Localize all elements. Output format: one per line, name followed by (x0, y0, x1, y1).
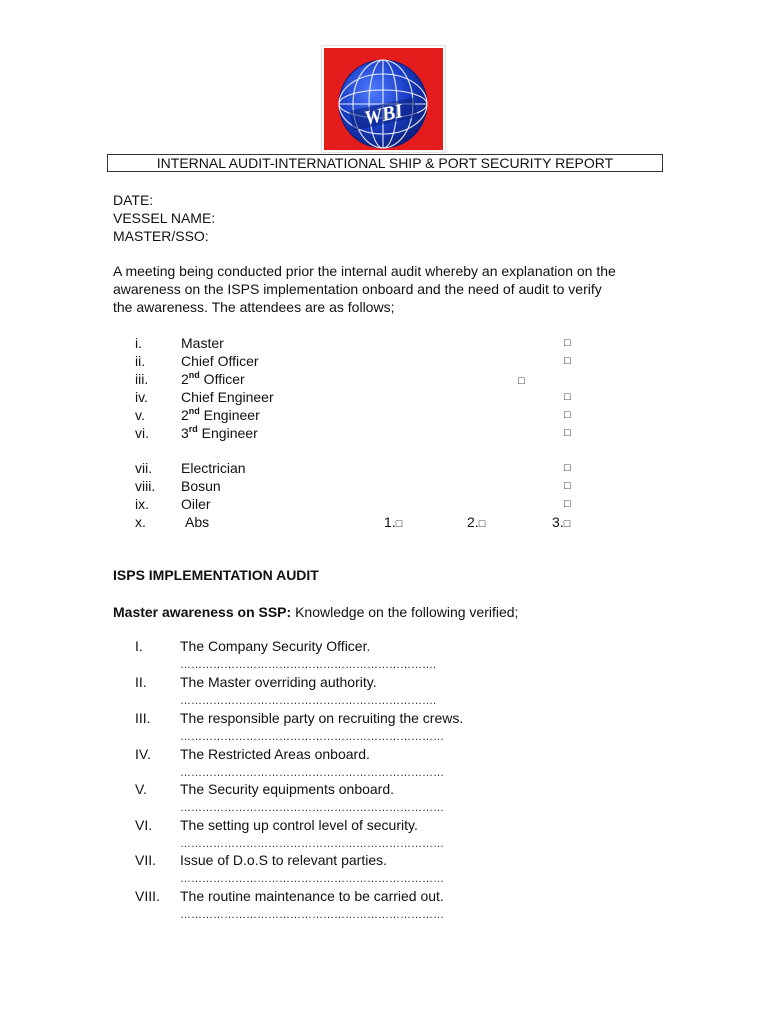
audit-item-text: Issue of D.o.S to relevant parties. (180, 852, 387, 868)
attendee-number: x. (135, 514, 146, 530)
answer-line[interactable]: ……………………………………………………………… (180, 838, 444, 850)
audit-item-number: VII. (135, 852, 157, 868)
attendee-checkbox-chief-engineer[interactable]: □ (564, 391, 571, 403)
date-field-label: DATE: (113, 192, 154, 208)
attendee-checkbox-master[interactable]: □ (564, 337, 571, 349)
audit-item-number: II. (135, 674, 147, 690)
abs-option-1[interactable]: 1.□ (384, 514, 403, 530)
wbi-logo (321, 45, 446, 153)
attendee-label-second-officer: 2nd Officer (181, 370, 245, 387)
audit-item-text: The responsible party on recruiting the crews. (180, 710, 464, 726)
report-title: INTERNAL AUDIT-INTERNATIONAL SHIP & PORT SECURITY REPORT (107, 154, 663, 172)
intro-line: the awareness. The attendees are as follows; (113, 299, 395, 315)
attendee-checkbox-bosun[interactable]: □ (564, 480, 571, 492)
attendee-number: i. (135, 335, 142, 351)
vessel-name-field-label: VESSEL NAME: (113, 210, 216, 226)
attendee-checkbox-third-engineer[interactable]: □ (564, 427, 571, 439)
attendee-label-abs: Abs (185, 514, 210, 530)
attendee-label-electrician: Electrician (181, 460, 246, 476)
attendee-label-third-engineer: 3rd Engineer (181, 424, 258, 441)
audit-item-text: The routine maintenance to be carried out. (180, 888, 444, 904)
attendee-label-master: Master (181, 335, 224, 351)
attendee-checkbox-chief-officer[interactable]: □ (564, 355, 571, 367)
attendee-number: viii. (135, 478, 156, 494)
attendee-number: iii. (135, 371, 149, 387)
svg-text:WBI: WBI (362, 100, 405, 130)
answer-line[interactable]: ……………………………………………………………… (180, 767, 444, 779)
audit-item-text: The setting up control level of security. (180, 817, 418, 833)
intro-line: awareness on the ISPS implementation onboard and the need of audit to verify (113, 281, 602, 297)
audit-item-number: VI. (135, 817, 153, 833)
intro-paragraph (113, 262, 673, 316)
attendee-number: vi. (135, 425, 149, 441)
globe-logo-icon (324, 48, 443, 150)
attendee-checkbox-second-officer[interactable]: □ (518, 375, 525, 387)
attendee-number: ix. (135, 496, 149, 512)
audit-item-text: The Restricted Areas onboard. (180, 746, 370, 762)
audit-item-number: VIII. (135, 888, 160, 904)
master-sso-field-label: MASTER/SSO: (113, 228, 209, 244)
audit-item-number: III. (135, 710, 151, 726)
abs-option-2[interactable]: 2.□ (467, 514, 486, 530)
audit-item-number: I. (135, 638, 143, 654)
audit-item-text: The Master overriding authority. (180, 674, 377, 690)
attendee-label-second-engineer: 2nd Engineer (181, 406, 260, 423)
attendee-number: ii. (135, 353, 146, 369)
attendee-label-oiler: Oiler (181, 496, 211, 512)
abs-option-3[interactable]: 3.□ (552, 514, 571, 530)
attendee-number: v. (135, 407, 145, 423)
answer-line[interactable]: ……………………………………………………………… (180, 731, 444, 743)
attendee-label-chief-officer: Chief Officer (181, 353, 259, 369)
audit-item-text: The Company Security Officer. (180, 638, 371, 654)
attendee-number: iv. (135, 389, 148, 405)
attendee-checkbox-electrician[interactable]: □ (564, 462, 571, 474)
audit-item-number: IV. (135, 746, 151, 762)
answer-line[interactable]: ……………………………………………………………… (180, 909, 444, 921)
attendee-checkbox-oiler[interactable]: □ (564, 498, 571, 510)
attendee-label-chief-engineer: Chief Engineer (181, 389, 274, 405)
answer-line[interactable]: ……………………………………………………………… (180, 873, 444, 885)
master-awareness-heading: Master awareness on SSP: Knowledge on the following verified; (113, 604, 519, 620)
section-title: ISPS IMPLEMENTATION AUDIT (113, 567, 319, 583)
audit-item-text: The Security equipments onboard. (180, 781, 395, 797)
attendee-label-bosun: Bosun (181, 478, 221, 494)
answer-line[interactable]: ……………………………………………………………. (180, 695, 437, 707)
attendee-checkbox-second-engineer[interactable]: □ (564, 409, 571, 421)
answer-line[interactable]: ……………………………………………………………. (180, 659, 437, 671)
audit-item-number: V. (135, 781, 147, 797)
intro-line: A meeting being conducted prior the internal audit whereby an explanation on the (113, 263, 616, 279)
answer-line[interactable]: ……………………………………………………………… (180, 802, 444, 814)
attendee-number: vii. (135, 460, 153, 476)
